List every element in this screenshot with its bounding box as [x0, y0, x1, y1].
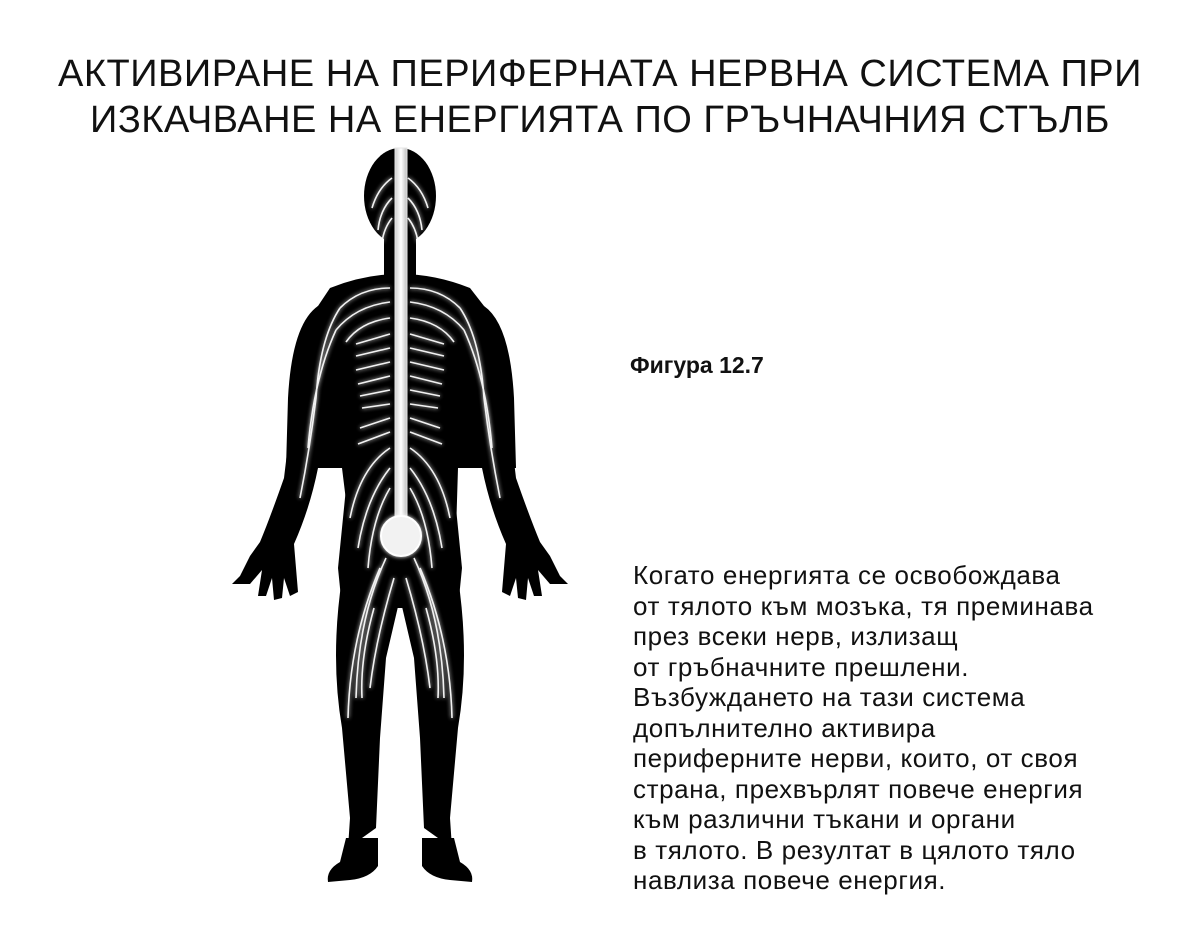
body-nervous-system-illustration — [210, 138, 590, 938]
caption-line: страна, прехвърлят повече енергия — [633, 773, 1084, 804]
caption-line: периферните нерви, които, от своя — [633, 743, 1079, 773]
figure-label: Фигура 12.7 — [630, 352, 764, 378]
caption-line: през всеки нерв, излизащ — [633, 621, 959, 651]
spinal-column — [395, 148, 407, 548]
page-title — [0, 51, 1200, 143]
human-silhouette-svg — [210, 138, 590, 938]
caption-line: навлиза повече енергия. — [633, 865, 947, 895]
caption-line: от тялото към мозъка, тя преминава — [633, 590, 1094, 621]
sacral-bulb — [381, 516, 421, 556]
title-line-2: ИЗКАЧВАНЕ НА ЕНЕРГИЯТА ПО ГРЪЧНАЧНИЯ СТЪЛБ — [90, 99, 1110, 142]
caption-line: допълнително активира — [633, 712, 936, 743]
title-line-1: АКТИВИРАНЕ НА ПЕРИФЕРНАТА НЕРВНА СИСТЕМА ПРИ — [58, 53, 1142, 96]
caption-line: към различни тъкани и органи — [633, 804, 1016, 834]
caption-line: от гръбначните прешлени. — [633, 651, 970, 682]
caption-line: Когато енергията се освобождава — [633, 560, 1061, 590]
figure-caption — [633, 560, 1173, 896]
caption-line: в тялото. В резултат в цялото тяло — [633, 834, 1076, 865]
caption-line: Възбуждането на тази система — [633, 682, 1026, 712]
